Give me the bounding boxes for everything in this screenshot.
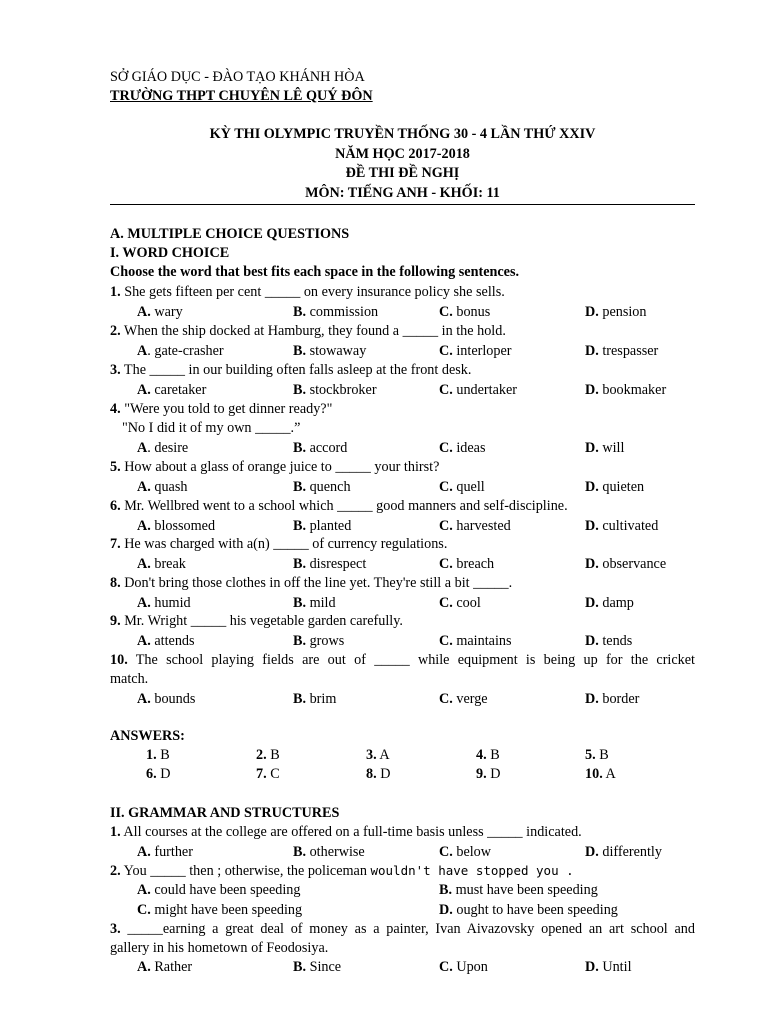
option-text: B [266, 747, 280, 763]
option-letter: A [137, 440, 148, 456]
question-text-mono: wouldn't have stopped you . [370, 863, 574, 878]
option-text: blossomed [150, 518, 216, 534]
option-text: damp [598, 595, 634, 611]
answer-item [476, 765, 500, 783]
option-text: trespasser [598, 343, 659, 359]
option-text: quieten [598, 479, 645, 495]
option-d [585, 381, 666, 399]
option-text: pension [598, 304, 647, 320]
option-b [439, 881, 598, 899]
option-text: B [486, 747, 500, 763]
answer-item [476, 746, 500, 764]
question-number: 4. [110, 401, 121, 417]
option-c [439, 594, 481, 612]
option-text: ought to have been speeding [452, 902, 618, 918]
option-text: . desire [147, 440, 189, 456]
question-text: Mr. Wright _____ his vegetable garden carefully. [120, 613, 403, 629]
option-c [439, 439, 486, 457]
question-text: Don't bring those clothes in off the line yet. They're still a bit _____. [120, 575, 513, 591]
option-text: caretaker [150, 382, 207, 398]
option-b [293, 478, 351, 496]
option-letter: A [137, 343, 148, 359]
question-2 [110, 322, 506, 340]
option-letter: 6. [146, 766, 157, 782]
option-a [137, 881, 301, 899]
option-letter: D. [585, 633, 599, 649]
option-text: below [452, 844, 492, 860]
grammar-question-3 [110, 920, 695, 938]
option-d [585, 958, 632, 976]
option-text: could have been speeding [150, 882, 301, 898]
option-text: border [598, 691, 640, 707]
option-text: ideas [452, 440, 486, 456]
option-letter: A. [137, 382, 151, 398]
option-a [137, 843, 193, 861]
option-letter: B. [293, 844, 307, 860]
option-letter: C. [439, 556, 453, 572]
option-c [439, 381, 517, 399]
option-b [293, 439, 347, 457]
option-text: quell [452, 479, 485, 495]
question-text: Mr. Wellbred went to a school which _____ good manners and self-discipline. [120, 498, 568, 514]
option-letter: 9. [476, 766, 487, 782]
question-10-cont: match. [110, 671, 149, 687]
option-c [439, 690, 488, 708]
option-text: D [156, 766, 171, 782]
option-text: accord [306, 440, 348, 456]
option-text: stockbroker [306, 382, 377, 398]
question-number: 9. [110, 613, 121, 629]
option-letter: C. [439, 479, 453, 495]
question-9 [110, 612, 403, 630]
question-number: 2. [110, 323, 121, 339]
question-1 [110, 283, 505, 301]
question-10 [110, 651, 695, 669]
option-d [585, 843, 662, 861]
option-b [293, 517, 351, 535]
question-text: All courses at the college are offered on a full-time basis unless _____ indicated. [120, 824, 582, 840]
question-number: 3. [110, 921, 121, 937]
question-6 [110, 497, 568, 515]
grammar-question-1 [110, 823, 582, 841]
question-number: 1. [110, 284, 121, 300]
answer-item [366, 765, 390, 783]
exam-type: ĐỀ THI ĐỀ NGHỊ [345, 165, 460, 181]
option-c [439, 843, 491, 861]
answer-item [146, 746, 170, 764]
option-text: Since [306, 959, 342, 975]
question-3 [110, 361, 471, 379]
question-5 [110, 458, 439, 476]
answer-item [585, 746, 609, 764]
option-d [585, 478, 644, 496]
option-text: mild [306, 595, 336, 611]
part1-title: I. WORD CHOICE [110, 245, 230, 261]
option-letter: B. [293, 633, 307, 649]
option-letter: 5. [585, 747, 596, 763]
grammar-question-3-cont: gallery in his hometown of Feodosiya. [110, 940, 329, 956]
option-text: cultivated [598, 518, 659, 534]
option-b [293, 594, 336, 612]
question-4 [110, 400, 332, 418]
option-text: . gate-crasher [147, 343, 224, 359]
option-d [585, 342, 658, 360]
option-text: cool [452, 595, 481, 611]
option-letter: D. [585, 304, 599, 320]
answers-title: ANSWERS: [110, 728, 185, 744]
option-d [585, 594, 634, 612]
option-text: A [602, 766, 616, 782]
question-8 [110, 574, 512, 592]
option-text: Rather [150, 959, 193, 975]
answer-item [146, 765, 170, 783]
option-text: D [486, 766, 501, 782]
option-letter: B. [293, 959, 307, 975]
option-letter: 10. [585, 766, 603, 782]
option-a [137, 517, 215, 535]
option-letter: A. [137, 595, 151, 611]
option-a [137, 555, 186, 573]
option-a [137, 381, 206, 399]
question-7 [110, 535, 447, 553]
option-letter: C. [137, 902, 151, 918]
option-text: will [598, 440, 625, 456]
option-letter: C. [439, 595, 453, 611]
option-d [585, 632, 632, 650]
option-text: bonus [452, 304, 491, 320]
option-letter: D. [585, 343, 599, 359]
option-text: further [150, 844, 193, 860]
option-letter: C. [439, 844, 453, 860]
option-text: disrespect [306, 556, 367, 572]
option-text: grows [306, 633, 345, 649]
question-text: She gets fifteen per cent _____ on every insurance policy she sells. [120, 284, 505, 300]
part1-instruction: Choose the word that best fits each space in the following sentences. [110, 264, 520, 280]
option-d [585, 517, 658, 535]
option-letter: C. [439, 304, 453, 320]
option-d [585, 555, 666, 573]
option-text: brim [306, 691, 337, 707]
option-text: quench [306, 479, 351, 495]
question-number: 10. [110, 652, 128, 668]
option-letter: A. [137, 479, 151, 495]
option-text: C [266, 766, 280, 782]
option-letter: A. [137, 304, 151, 320]
option-letter: A. [137, 959, 151, 975]
option-text: might have been speeding [150, 902, 303, 918]
question-4-cont: "No I did it of my own _____.” [122, 420, 301, 436]
option-letter: 1. [146, 747, 157, 763]
option-letter: C. [439, 440, 453, 456]
option-letter: A. [137, 882, 151, 898]
option-letter: D. [585, 518, 599, 534]
option-letter: C. [439, 343, 453, 359]
option-d [585, 303, 646, 321]
question-number: 3. [110, 362, 121, 378]
option-letter: D. [439, 902, 453, 918]
grammar-question-2 [110, 862, 574, 880]
option-a [137, 632, 195, 650]
option-a [137, 303, 183, 321]
option-letter: C. [439, 382, 453, 398]
answer-item [585, 765, 616, 783]
option-b [293, 958, 341, 976]
option-text: commission [306, 304, 379, 320]
question-number: 2. [110, 863, 121, 879]
option-letter: B. [293, 595, 307, 611]
option-d [585, 439, 624, 457]
option-text: harvested [452, 518, 511, 534]
option-letter: D. [585, 382, 599, 398]
option-text: attends [150, 633, 195, 649]
option-letter: B. [293, 440, 307, 456]
option-letter: D. [585, 479, 599, 495]
option-b [293, 690, 336, 708]
option-text: wary [150, 304, 183, 320]
question-number: 6. [110, 498, 121, 514]
option-text: undertaker [452, 382, 518, 398]
subject-line: MÔN: TIẾNG ANH - KHỐI: 11 [305, 185, 500, 201]
option-d [585, 690, 639, 708]
option-letter: B. [293, 556, 307, 572]
answer-item [256, 746, 280, 764]
option-letter: D. [585, 844, 599, 860]
part2-title: II. GRAMMAR AND STRUCTURES [110, 805, 340, 821]
option-a [137, 439, 188, 457]
option-letter: D. [585, 959, 599, 975]
section-a-title: A. MULTIPLE CHOICE QUESTIONS [110, 226, 350, 242]
option-text: B [595, 747, 609, 763]
option-letter: A. [137, 691, 151, 707]
option-letter: B. [293, 479, 307, 495]
option-text: Until [598, 959, 632, 975]
option-text: must have been speeding [452, 882, 598, 898]
option-letter: D. [585, 691, 599, 707]
option-text: observance [598, 556, 667, 572]
option-text: A [376, 747, 390, 763]
option-letter: A. [137, 556, 151, 572]
option-c [439, 517, 511, 535]
option-text: break [150, 556, 186, 572]
option-letter: 2. [256, 747, 267, 763]
question-text: The _____ in our building often falls asleep at the front desk. [120, 362, 472, 378]
question-number: 8. [110, 575, 121, 591]
answer-item [256, 765, 280, 783]
option-a [137, 690, 195, 708]
option-letter: C. [439, 518, 453, 534]
option-text: interloper [452, 343, 512, 359]
option-text: humid [150, 595, 191, 611]
question-text: When the ship docked at Hamburg, they found a _____ in the hold. [120, 323, 506, 339]
question-number: 1. [110, 824, 121, 840]
option-letter: 4. [476, 747, 487, 763]
school-name: TRƯỜNG THPT CHUYÊN LÊ QUÝ ĐÔN [110, 88, 373, 104]
option-letter: 3. [366, 747, 377, 763]
option-letter: B. [293, 304, 307, 320]
exam-title: KỲ THI OLYMPIC TRUYỀN THỐNG 30 - 4 LẦN THỨ XXIV [209, 126, 596, 142]
option-letter: A. [137, 633, 151, 649]
question-number: 5. [110, 459, 121, 475]
option-c [439, 555, 494, 573]
option-text: tends [598, 633, 633, 649]
option-text: Upon [452, 959, 488, 975]
option-c [439, 632, 512, 650]
question-text: He was charged with a(n) _____ of currency regulations. [120, 536, 448, 552]
option-letter: D. [585, 556, 599, 572]
option-c [439, 478, 485, 496]
option-letter: 7. [256, 766, 267, 782]
school-year: NĂM HỌC 2017-2018 [335, 146, 470, 162]
option-c [439, 958, 488, 976]
option-d [439, 901, 618, 919]
option-letter: C. [439, 959, 453, 975]
option-text: bookmaker [598, 382, 667, 398]
option-text: planted [306, 518, 352, 534]
option-letter: A. [137, 518, 151, 534]
option-c [439, 342, 512, 360]
option-letter: B. [293, 691, 307, 707]
header-divider [110, 204, 695, 205]
option-letter: B. [293, 343, 307, 359]
option-letter: 8. [366, 766, 377, 782]
question-text: You _____ then ; otherwise, the policeman [120, 863, 371, 879]
option-text: breach [452, 556, 495, 572]
question-text: "Were you told to get dinner ready?" [120, 401, 333, 417]
option-b [293, 303, 378, 321]
option-a [137, 958, 192, 976]
option-c [439, 303, 490, 321]
option-text: otherwise [306, 844, 365, 860]
option-text: maintains [452, 633, 512, 649]
option-b [293, 843, 365, 861]
option-letter: C. [439, 691, 453, 707]
option-letter: B. [293, 518, 307, 534]
option-a [137, 478, 187, 496]
option-text: verge [452, 691, 488, 707]
option-text: D [376, 766, 391, 782]
option-letter: B. [439, 882, 453, 898]
option-b [293, 342, 366, 360]
option-b [293, 381, 377, 399]
option-letter: D. [585, 440, 599, 456]
question-text: How about a glass of orange juice to _____ your thirst? [120, 459, 440, 475]
answer-item [366, 746, 390, 764]
option-a [137, 594, 191, 612]
question-text: _____earning a great deal of money as a painter, Ivan Aivazovsky opened an art school and [120, 921, 695, 937]
option-text: quash [150, 479, 188, 495]
option-letter: C. [439, 633, 453, 649]
question-text: The school playing fields are out of _____ while equipment is being up for the cricket [127, 652, 695, 668]
option-text: stowaway [306, 343, 367, 359]
option-b [293, 632, 344, 650]
option-text: B [156, 747, 170, 763]
option-letter: A. [137, 844, 151, 860]
option-c [137, 901, 302, 919]
option-letter: D. [585, 595, 599, 611]
department-name: SỞ GIÁO DỤC - ĐÀO TẠO KHÁNH HÒA [110, 69, 365, 85]
question-number: 7. [110, 536, 121, 552]
option-b [293, 555, 366, 573]
option-text: differently [598, 844, 662, 860]
option-text: bounds [150, 691, 196, 707]
option-letter: B. [293, 382, 307, 398]
option-a [137, 342, 224, 360]
